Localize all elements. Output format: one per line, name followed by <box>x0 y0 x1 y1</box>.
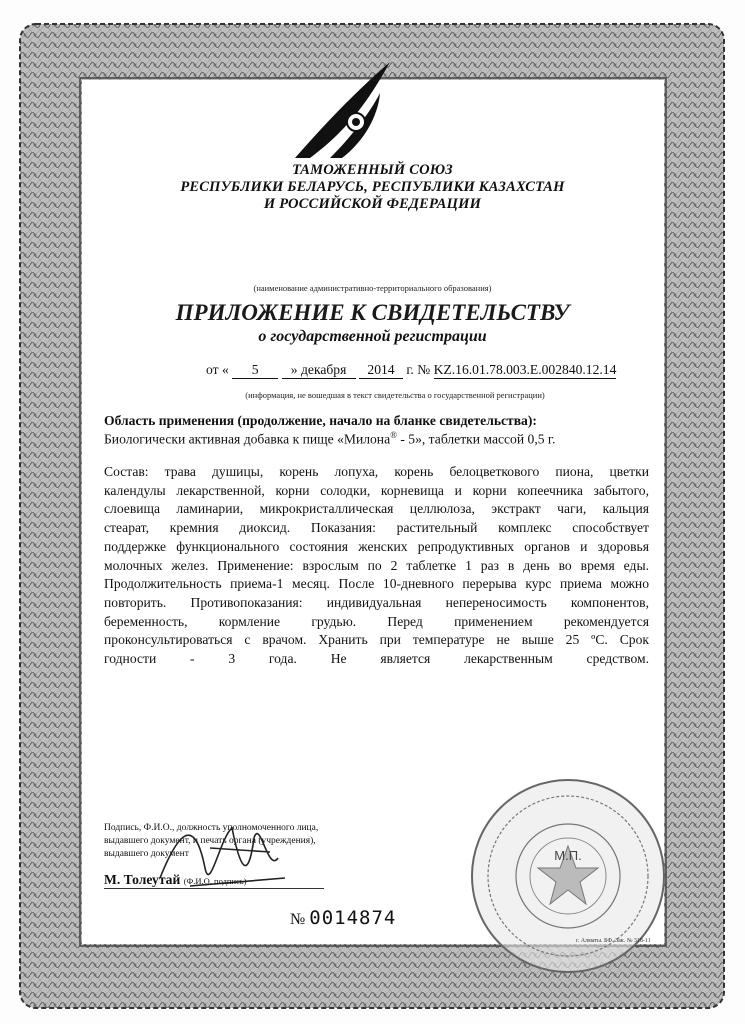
registration-number: KZ.16.01.78.003.E.002840.12.14 <box>433 362 617 377</box>
body-line-1: Состав: трава душицы, корень лопуха, корень белоцветкового пиона, цветки <box>104 464 649 479</box>
signer-name: М. Толеутай <box>104 872 181 887</box>
month-value: » декабря <box>282 362 356 379</box>
document-title: ПРИЛОЖЕНИЕ К СВИДЕТЕЛЬСТВУ <box>175 300 570 325</box>
body-line-3: слоевища ламинарии, микрокристаллическая целлюлоза, экстракт чаги, кальция <box>104 501 649 517</box>
body-line-5: поддержке функционального состояния женских репродуктивных органов и здоровья <box>104 538 649 554</box>
header-line-3: И РОССИЙСКОЙ ФЕДЕРАЦИИ <box>263 196 482 212</box>
body-line-4: стеарат, кремния диоксид. Показания: растительный комплекс способствует <box>104 520 649 536</box>
signature-caption-line-1: Подпись, Ф.И.О., должность уполномоченного лица, <box>104 823 319 833</box>
body-line-8: повторить. Противопоказания: индивидуальная непереносимость компонентов, <box>104 594 649 610</box>
scope-text: Биологически активная добавка к пище «Милона® - 5», таблетки массой 0,5 г. <box>104 430 556 447</box>
seal-mp-mark: М.П. <box>554 848 582 863</box>
form-number <box>290 907 396 929</box>
header-line-1: ТАМОЖЕННЫЙ СОЮЗ <box>292 162 453 178</box>
composition-paragraph <box>104 463 649 669</box>
date-prefix: от « <box>206 362 229 377</box>
date-number-line <box>206 362 651 379</box>
signature-caption-line-3: выдавшего документ <box>104 849 189 859</box>
signer-caption: (Ф.И.О. подпись) <box>183 876 247 886</box>
body-line-10: проконсультироваться с врачом. Хранить при температуре не выше 25 ºС. Срок <box>104 632 649 648</box>
year-suffix: г. <box>406 362 414 377</box>
day-value: 5 <box>232 362 278 379</box>
body-line-6: молочных желез. Применение: взрослым по 2 таблетке 1 раз в день во время еды. <box>104 557 649 573</box>
territorial-entity-caption: (наименование административно-территориального образования) <box>253 283 492 293</box>
year-value: 2014 <box>359 362 403 379</box>
body-line-9: беременность, кормление грудью. Перед применением рекомендуется <box>104 613 649 629</box>
signature-underline <box>104 888 324 889</box>
customs-union-emblem-icon <box>290 58 400 163</box>
scope-section <box>104 413 649 448</box>
signer-line <box>104 872 364 888</box>
form-number-value: 0014874 <box>309 907 397 929</box>
body-line-7: Продолжительность приема-1 месяц. После 10-дневного перерыва курс приема можно <box>104 576 649 592</box>
body-line-11: годности - 3 года. Не является лекарственным средством. <box>104 651 649 667</box>
number-sign: № <box>417 362 431 377</box>
registered-mark: ® <box>390 430 397 440</box>
printer-imprint: г. Алматы. БФ. Зак. № 318-11 <box>576 938 651 944</box>
info-caption: (информация, не вошедшая в текст свидетельства о государственной регистрации) <box>245 390 545 400</box>
official-seal <box>468 776 668 976</box>
scope-heading: Область применения (продолжение, начало на бланке свидетельства): <box>104 413 537 428</box>
signature-caption-line-2: выдавшего документ, и печать органа (учреждения), <box>104 836 316 846</box>
form-number-sign: № <box>290 911 306 928</box>
document-subtitle: о государственной регистрации <box>258 328 487 345</box>
body-line-2: календулы лекарственной, корни солодки, корневища и корни копеечника забытого, <box>104 482 649 498</box>
header-line-2: РЕСПУБЛИКИ БЕЛАРУСЬ, РЕСПУБЛИКИ КАЗАХСТАН <box>180 179 565 195</box>
